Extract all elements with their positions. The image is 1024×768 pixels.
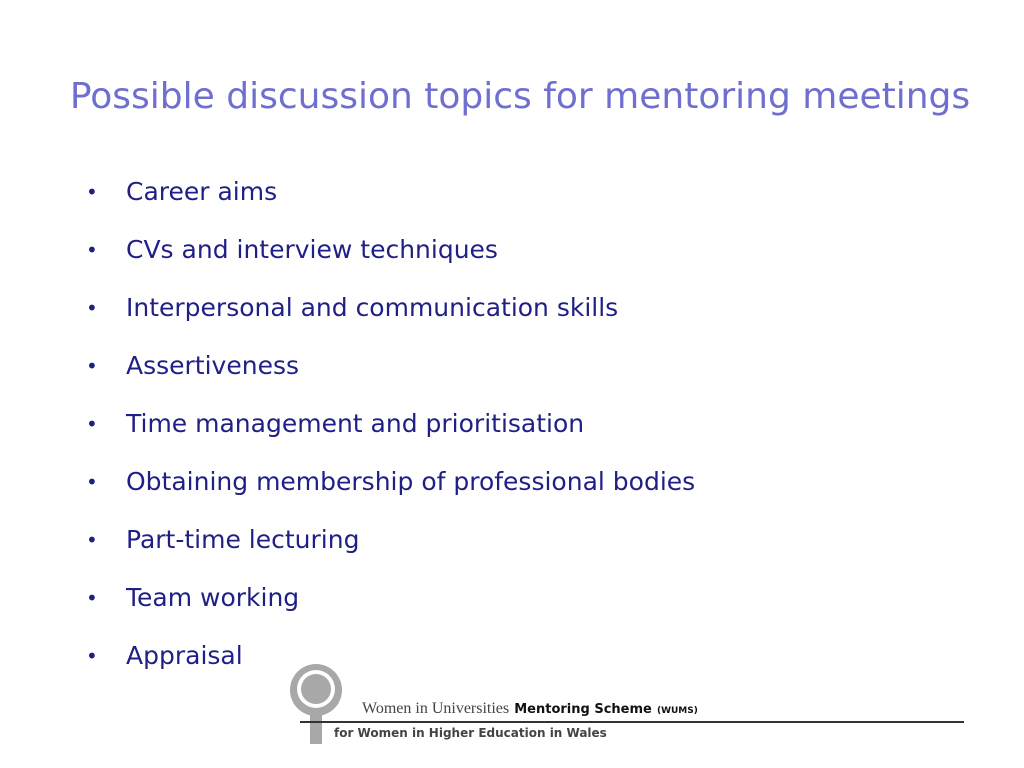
bullet-icon: • xyxy=(86,238,98,262)
slide-title: Possible discussion topics for mentoring meetings xyxy=(69,76,971,117)
logo-divider xyxy=(300,721,964,723)
logo-name-part2: Mentoring Scheme xyxy=(514,702,652,717)
logo-tagline: for Women in Higher Education in Wales xyxy=(334,726,607,740)
logo-name-part1: Women in Universities xyxy=(362,700,510,717)
bullet-icon: • xyxy=(86,354,98,378)
bullet-icon: • xyxy=(86,528,98,552)
list-item-text: CVs and interview techniques xyxy=(126,235,498,264)
bullet-icon: • xyxy=(86,412,98,436)
bullet-icon: • xyxy=(86,586,98,610)
list-item-text: Interpersonal and communication skills xyxy=(126,293,619,322)
list-item-text: Career aims xyxy=(126,177,278,206)
bullet-icon: • xyxy=(86,644,98,668)
list-item-text: Team working xyxy=(126,583,300,612)
logo-abbreviation: (WUMS) xyxy=(656,706,698,716)
list-item-text: Assertiveness xyxy=(126,351,300,380)
list-item-text: Time management and prioritisation xyxy=(126,409,585,438)
list-item-text: Obtaining membership of professional bodies xyxy=(126,467,696,496)
bullet-icon: • xyxy=(86,470,98,494)
logo-name xyxy=(362,698,698,718)
bullet-icon: • xyxy=(86,296,98,320)
list-item-text: Appraisal xyxy=(126,641,243,670)
bullet-icon: • xyxy=(86,180,98,204)
list-item-text: Part-time lecturing xyxy=(126,525,360,554)
wums-logo xyxy=(276,660,976,750)
